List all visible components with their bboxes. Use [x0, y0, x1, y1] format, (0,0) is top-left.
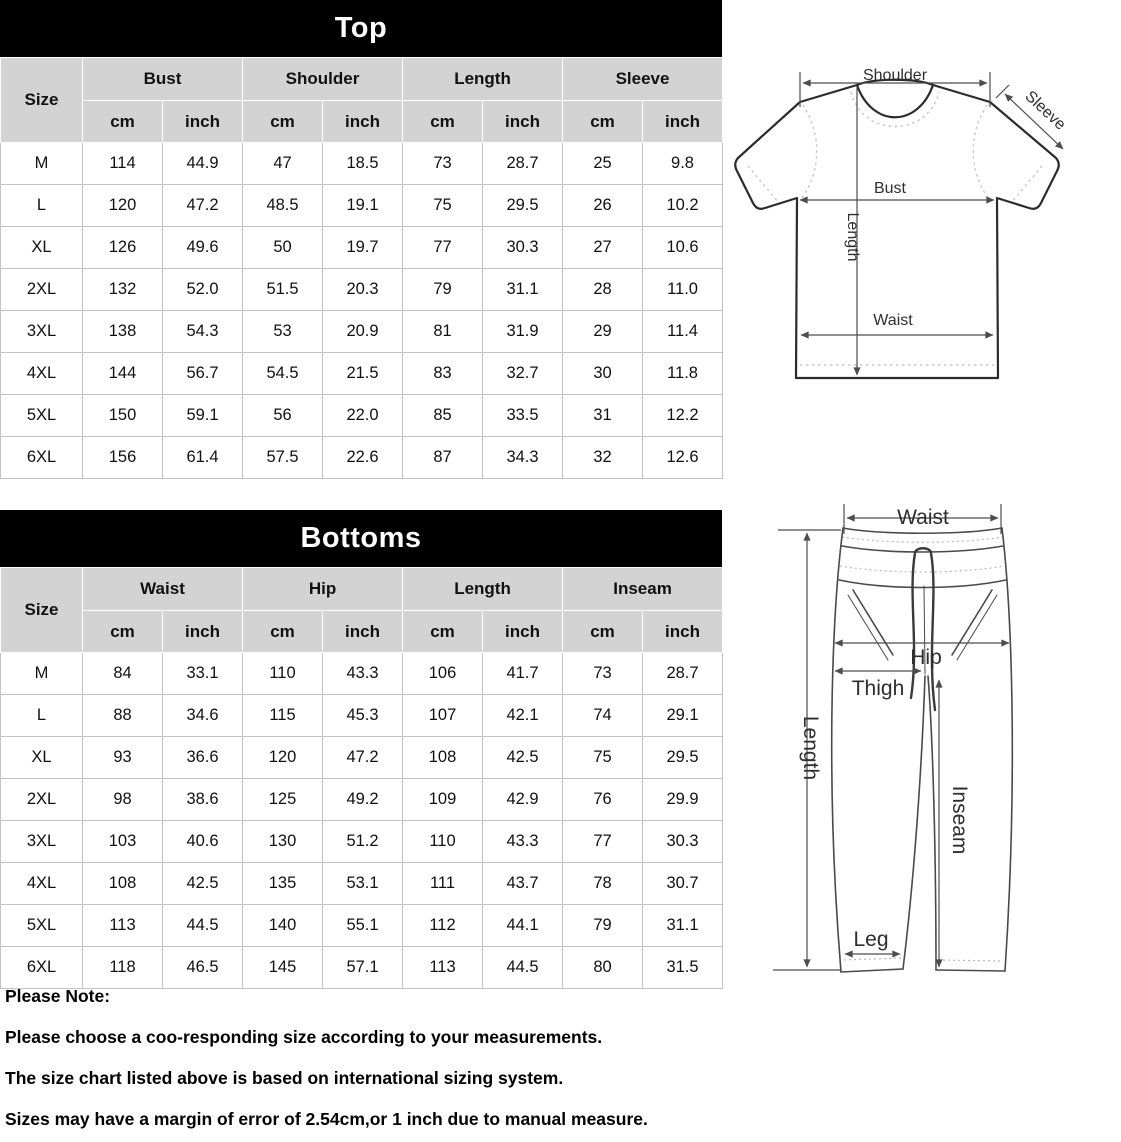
- tshirt-diagram: [722, 50, 1121, 440]
- top-size-table: [0, 57, 723, 479]
- unit-header-cm: cm: [563, 611, 643, 653]
- waist-dimension-label: Waist: [897, 506, 949, 529]
- value-cell: 98: [83, 779, 163, 821]
- bust-dimension-label: Bust: [873, 180, 907, 197]
- value-cell: 120: [83, 185, 163, 227]
- value-cell: 79: [563, 905, 643, 947]
- value-cell: 34.3: [483, 437, 563, 479]
- value-cell: 56: [243, 395, 323, 437]
- value-cell: 32.7: [483, 353, 563, 395]
- size-cell: 5XL: [1, 395, 83, 437]
- top-table-title: Top: [0, 0, 722, 57]
- value-cell: 84: [83, 653, 163, 695]
- value-cell: 88: [83, 695, 163, 737]
- size-cell: 2XL: [1, 269, 83, 311]
- thigh-dimension-label: Thigh: [851, 677, 905, 700]
- table-row: [1, 269, 723, 311]
- value-cell: 112: [403, 905, 483, 947]
- group-header-inseam: Inseam: [563, 568, 723, 611]
- value-cell: 118: [83, 947, 163, 989]
- value-cell: 20.9: [323, 311, 403, 353]
- size-cell: 3XL: [1, 311, 83, 353]
- value-cell: 9.8: [643, 143, 723, 185]
- value-cell: 45.3: [323, 695, 403, 737]
- value-cell: 22.0: [323, 395, 403, 437]
- group-header-length: Length: [403, 58, 563, 101]
- value-cell: 83: [403, 353, 483, 395]
- unit-header-inch: inch: [163, 611, 243, 653]
- value-cell: 51.5: [243, 269, 323, 311]
- value-cell: 150: [83, 395, 163, 437]
- table-row: [1, 905, 723, 947]
- value-cell: 31: [563, 395, 643, 437]
- value-cell: 107: [403, 695, 483, 737]
- value-cell: 29.1: [643, 695, 723, 737]
- value-cell: 43.3: [483, 821, 563, 863]
- table-row: [1, 185, 723, 227]
- tshirt-dimension-lines: [800, 72, 1063, 375]
- value-cell: 156: [83, 437, 163, 479]
- value-cell: 21.5: [323, 353, 403, 395]
- value-cell: 29.9: [643, 779, 723, 821]
- value-cell: 126: [83, 227, 163, 269]
- value-cell: 47.2: [163, 185, 243, 227]
- value-cell: 31.1: [643, 905, 723, 947]
- value-cell: 135: [243, 863, 323, 905]
- table-row: [1, 311, 723, 353]
- value-cell: 30: [563, 353, 643, 395]
- group-header-sleeve: Sleeve: [563, 58, 723, 101]
- value-cell: 40.6: [163, 821, 243, 863]
- group-header-hip: Hip: [243, 568, 403, 611]
- value-cell: 18.5: [323, 143, 403, 185]
- value-cell: 73: [403, 143, 483, 185]
- value-cell: 111: [403, 863, 483, 905]
- value-cell: 132: [83, 269, 163, 311]
- size-cell: M: [1, 143, 83, 185]
- value-cell: 25: [563, 143, 643, 185]
- value-cell: 48.5: [243, 185, 323, 227]
- value-cell: 49.6: [163, 227, 243, 269]
- value-cell: 31.5: [643, 947, 723, 989]
- unit-header-cm: cm: [563, 101, 643, 143]
- value-cell: 51.2: [323, 821, 403, 863]
- bottoms-table-body: [1, 653, 723, 989]
- pants-outline: [832, 528, 1013, 972]
- value-cell: 130: [243, 821, 323, 863]
- value-cell: 93: [83, 737, 163, 779]
- unit-header-cm: cm: [83, 611, 163, 653]
- note-line: Please choose a coo-responding size according to your measurements.: [5, 1027, 603, 1047]
- value-cell: 53.1: [323, 863, 403, 905]
- top-table-body: [1, 143, 723, 479]
- value-cell: 30.3: [643, 821, 723, 863]
- value-cell: 114: [83, 143, 163, 185]
- table-row: [1, 821, 723, 863]
- value-cell: 32: [563, 437, 643, 479]
- value-cell: 74: [563, 695, 643, 737]
- value-cell: 75: [563, 737, 643, 779]
- value-cell: 55.1: [323, 905, 403, 947]
- value-cell: 85: [403, 395, 483, 437]
- value-cell: 144: [83, 353, 163, 395]
- value-cell: 36.6: [163, 737, 243, 779]
- value-cell: 80: [563, 947, 643, 989]
- value-cell: 20.3: [323, 269, 403, 311]
- value-cell: 12.6: [643, 437, 723, 479]
- table-row: [1, 695, 723, 737]
- notes-section: [5, 986, 745, 1142]
- value-cell: 38.6: [163, 779, 243, 821]
- value-cell: 27: [563, 227, 643, 269]
- size-cell: 6XL: [1, 947, 83, 989]
- size-cell: 6XL: [1, 437, 83, 479]
- value-cell: 34.6: [163, 695, 243, 737]
- value-cell: 52.0: [163, 269, 243, 311]
- value-cell: 76: [563, 779, 643, 821]
- note-line: Sizes may have a margin of error of 2.54cm,or 1 inch due to manual measure.: [5, 1109, 648, 1129]
- value-cell: 57.1: [323, 947, 403, 989]
- value-cell: 73: [563, 653, 643, 695]
- table-row: [1, 737, 723, 779]
- value-cell: 110: [243, 653, 323, 695]
- value-cell: 56.7: [163, 353, 243, 395]
- value-cell: 47: [243, 143, 323, 185]
- bottoms-size-table: [0, 567, 723, 989]
- group-header-length: Length: [403, 568, 563, 611]
- value-cell: 49.2: [323, 779, 403, 821]
- size-cell: 2XL: [1, 779, 83, 821]
- value-cell: 42.1: [483, 695, 563, 737]
- value-cell: 44.5: [483, 947, 563, 989]
- value-cell: 145: [243, 947, 323, 989]
- value-cell: 77: [563, 821, 643, 863]
- size-column-header: Size: [1, 568, 83, 653]
- group-header-row: [1, 568, 723, 611]
- value-cell: 12.2: [643, 395, 723, 437]
- value-cell: 50: [243, 227, 323, 269]
- value-cell: 10.6: [643, 227, 723, 269]
- table-row: [1, 947, 723, 989]
- value-cell: 29.5: [643, 737, 723, 779]
- value-cell: 41.7: [483, 653, 563, 695]
- unit-header-inch: inch: [163, 101, 243, 143]
- unit-header-inch: inch: [323, 611, 403, 653]
- value-cell: 113: [403, 947, 483, 989]
- length-dimension-label: Length: [844, 212, 861, 262]
- bottoms-table-title: Bottoms: [0, 510, 722, 567]
- size-cell: 5XL: [1, 905, 83, 947]
- group-header-waist: Waist: [83, 568, 243, 611]
- value-cell: 26: [563, 185, 643, 227]
- value-cell: 43.7: [483, 863, 563, 905]
- value-cell: 30.7: [643, 863, 723, 905]
- value-cell: 53: [243, 311, 323, 353]
- value-cell: 22.6: [323, 437, 403, 479]
- size-cell: M: [1, 653, 83, 695]
- value-cell: 125: [243, 779, 323, 821]
- value-cell: 46.5: [163, 947, 243, 989]
- value-cell: 28: [563, 269, 643, 311]
- value-cell: 31.9: [483, 311, 563, 353]
- unit-header-inch: inch: [643, 611, 723, 653]
- table-row: [1, 779, 723, 821]
- value-cell: 30.3: [483, 227, 563, 269]
- value-cell: 81: [403, 311, 483, 353]
- table-row: [1, 143, 723, 185]
- value-cell: 29.5: [483, 185, 563, 227]
- value-cell: 120: [243, 737, 323, 779]
- unit-header-cm: cm: [83, 101, 163, 143]
- value-cell: 103: [83, 821, 163, 863]
- tshirt-outline: [735, 80, 1059, 378]
- unit-header-cm: cm: [243, 101, 323, 143]
- value-cell: 44.5: [163, 905, 243, 947]
- value-cell: 59.1: [163, 395, 243, 437]
- unit-header-inch: inch: [483, 101, 563, 143]
- bottoms-table-header: [1, 568, 723, 653]
- value-cell: 44.1: [483, 905, 563, 947]
- unit-header-inch: inch: [643, 101, 723, 143]
- value-cell: 19.1: [323, 185, 403, 227]
- table-row: [1, 395, 723, 437]
- value-cell: 42.5: [483, 737, 563, 779]
- value-cell: 108: [403, 737, 483, 779]
- value-cell: 11.4: [643, 311, 723, 353]
- size-cell: 3XL: [1, 821, 83, 863]
- value-cell: 57.5: [243, 437, 323, 479]
- value-cell: 106: [403, 653, 483, 695]
- unit-header-cm: cm: [243, 611, 323, 653]
- value-cell: 33.5: [483, 395, 563, 437]
- unit-header-inch: inch: [323, 101, 403, 143]
- size-column-header: Size: [1, 58, 83, 143]
- group-header-row: [1, 58, 723, 101]
- value-cell: 19.7: [323, 227, 403, 269]
- top-size-table-section: [0, 0, 722, 479]
- unit-header-row: [1, 611, 723, 653]
- value-cell: 54.5: [243, 353, 323, 395]
- unit-header-row: [1, 101, 723, 143]
- top-table-header: [1, 58, 723, 143]
- size-cell: 4XL: [1, 863, 83, 905]
- pants-diagram: [722, 490, 1121, 985]
- unit-header-cm: cm: [403, 611, 483, 653]
- value-cell: 33.1: [163, 653, 243, 695]
- size-cell: XL: [1, 737, 83, 779]
- hip-dimension-label: Hip: [910, 646, 942, 669]
- value-cell: 43.3: [323, 653, 403, 695]
- value-cell: 10.2: [643, 185, 723, 227]
- value-cell: 140: [243, 905, 323, 947]
- table-row: [1, 227, 723, 269]
- size-cell: L: [1, 695, 83, 737]
- group-header-bust: Bust: [83, 58, 243, 101]
- leg-dimension-label: Leg: [853, 928, 889, 951]
- value-cell: 138: [83, 311, 163, 353]
- value-cell: 113: [83, 905, 163, 947]
- table-row: [1, 653, 723, 695]
- bottoms-size-table-section: [0, 510, 722, 989]
- table-row: [1, 863, 723, 905]
- size-cell: 4XL: [1, 353, 83, 395]
- notes-heading: Please Note:: [5, 986, 111, 1006]
- value-cell: 109: [403, 779, 483, 821]
- value-cell: 42.5: [163, 863, 243, 905]
- value-cell: 87: [403, 437, 483, 479]
- note-line: The size chart listed above is based on international sizing system.: [5, 1068, 564, 1088]
- unit-header-cm: cm: [403, 101, 483, 143]
- value-cell: 42.9: [483, 779, 563, 821]
- value-cell: 44.9: [163, 143, 243, 185]
- shoulder-dimension-label: Shoulder: [862, 67, 928, 84]
- value-cell: 54.3: [163, 311, 243, 353]
- value-cell: 31.1: [483, 269, 563, 311]
- value-cell: 115: [243, 695, 323, 737]
- value-cell: 29: [563, 311, 643, 353]
- value-cell: 61.4: [163, 437, 243, 479]
- value-cell: 47.2: [323, 737, 403, 779]
- size-cell: L: [1, 185, 83, 227]
- group-header-shoulder: Shoulder: [243, 58, 403, 101]
- value-cell: 11.0: [643, 269, 723, 311]
- value-cell: 79: [403, 269, 483, 311]
- sleeve-dimension-label: Sleeve: [1021, 87, 1069, 134]
- waist-dimension-label: Waist: [873, 312, 913, 329]
- value-cell: 110: [403, 821, 483, 863]
- value-cell: 75: [403, 185, 483, 227]
- value-cell: 77: [403, 227, 483, 269]
- value-cell: 28.7: [643, 653, 723, 695]
- value-cell: 11.8: [643, 353, 723, 395]
- value-cell: 78: [563, 863, 643, 905]
- value-cell: 28.7: [483, 143, 563, 185]
- unit-header-inch: inch: [483, 611, 563, 653]
- value-cell: 108: [83, 863, 163, 905]
- length-dimension-label: Length: [799, 715, 822, 781]
- inseam-dimension-label: Inseam: [948, 785, 971, 855]
- table-row: [1, 437, 723, 479]
- table-row: [1, 353, 723, 395]
- size-cell: XL: [1, 227, 83, 269]
